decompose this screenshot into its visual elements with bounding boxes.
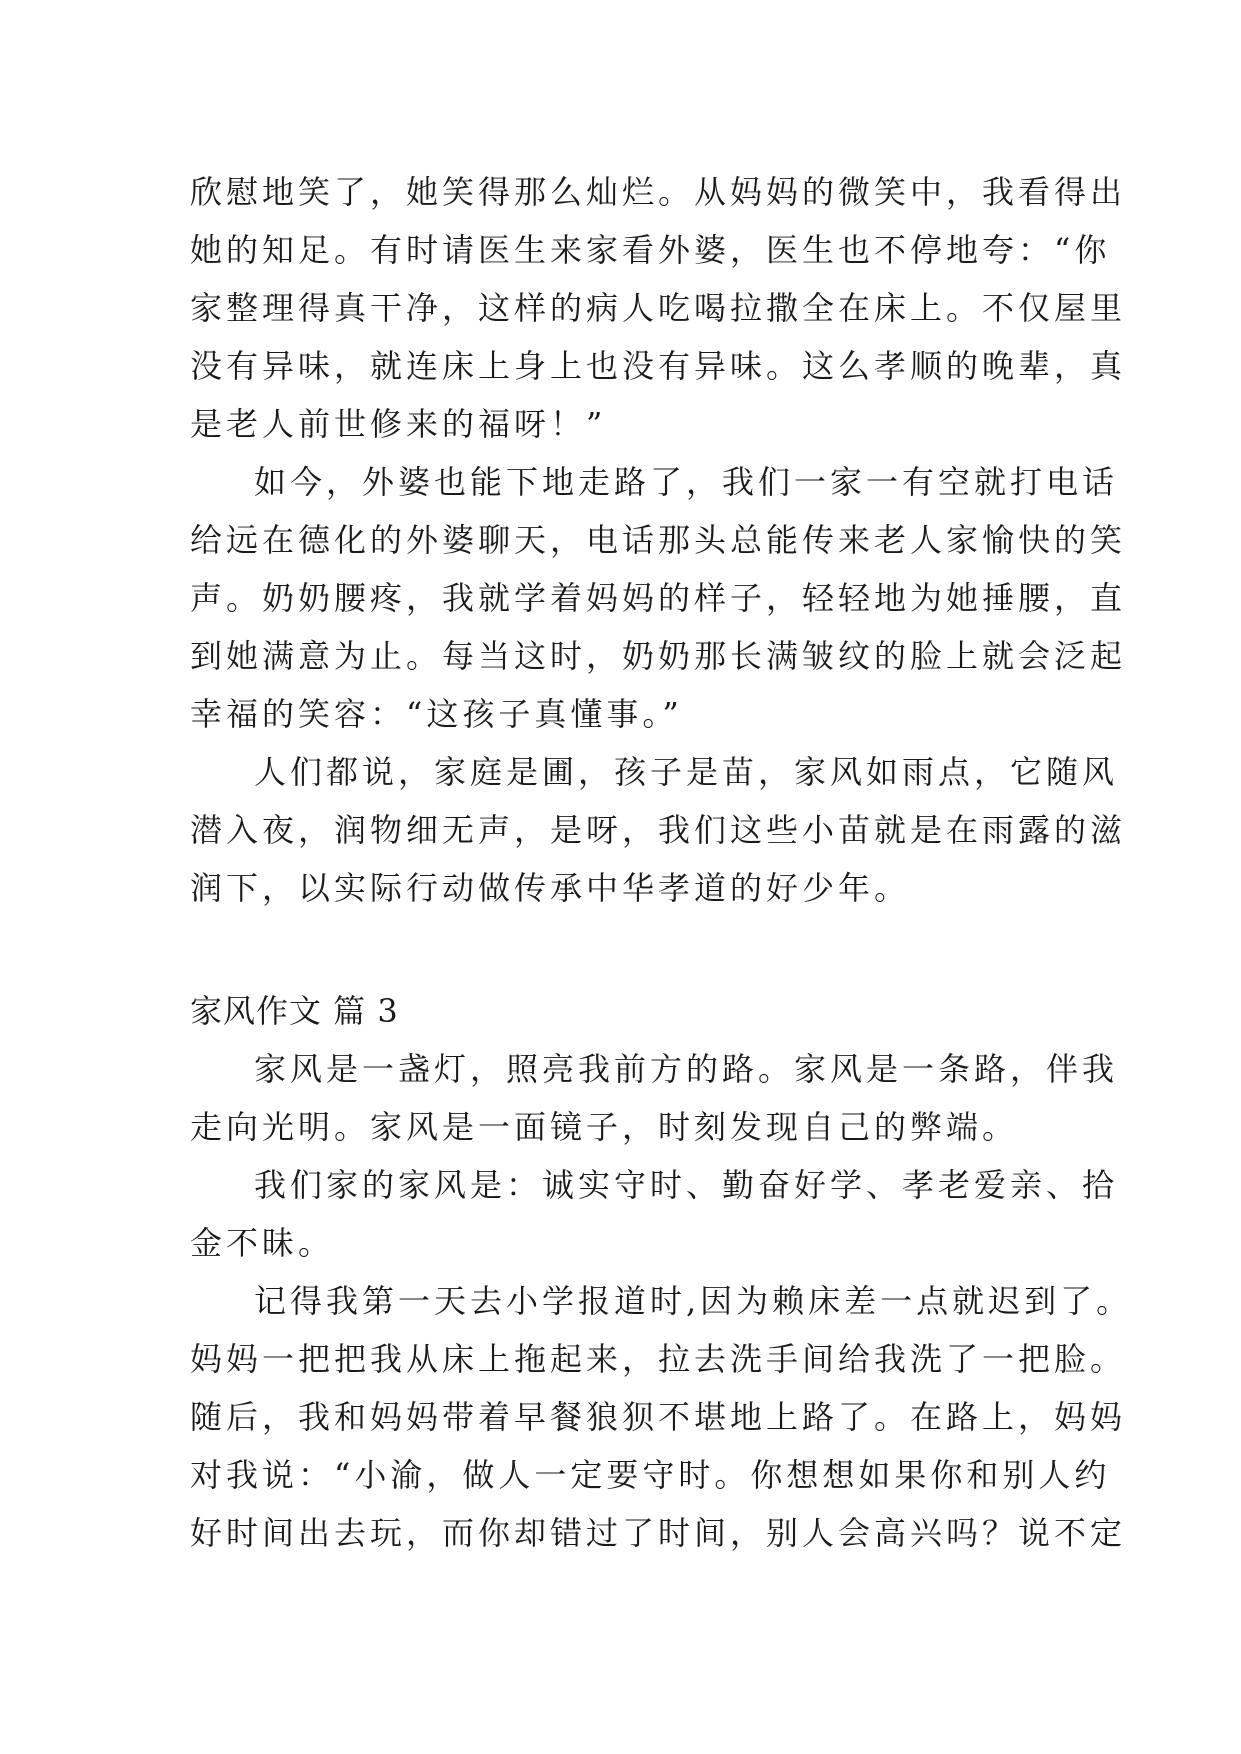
text-line: 给远在德化的外婆聊天，电话那头总能传来老人家愉快的笑 [190,521,1127,559]
text-line: 人们都说，家庭是圃，孩子是苗，家风如雨点，它随风 [254,753,1119,791]
document-body [190,163,1133,1562]
text-line: 幸福的笑容：“这孩子真懂事。” [190,695,683,733]
text-line: 潜入夜，润物细无声，是呀，我们这些小苗就是在雨露的滋 [190,811,1127,849]
text-line: 家风是一盏灯，照亮我前方的路。家风是一条路，伴我 [254,1050,1119,1088]
text-line: 我们家的家风是：诚实守时、勤奋好学、孝老爱亲、拾 [254,1166,1119,1204]
paragraph [190,1156,1119,1272]
text-line: 妈妈一把把我从床上拖起来，拉去洗手间给我洗了一把脸。 [190,1340,1127,1378]
text-line: 到她满意为止。每当这时，奶奶那长满皱纹的脸上就会泛起 [190,637,1127,675]
paragraph [190,1272,1133,1562]
section-heading: 家风作文 篇 3 [190,992,399,1030]
text-line: 走向光明。家风是一面镜子，时刻发现自己的弊端。 [190,1108,1019,1146]
text-line: 欣慰地笑了，她笑得那么灿烂。从妈妈的微笑中，我看得出 [190,173,1127,211]
text-line: 记得我第一天去小学报道时,因为赖床差一点就迟到了。 [254,1282,1133,1320]
text-line: 金不昧。 [190,1224,335,1262]
text-line: 没有异味，就连床上身上也没有异味。这么孝顺的晚辈，真 [190,347,1127,385]
text-line: 随后，我和妈妈带着早餐狼狈不堪地上路了。在路上，妈妈 [190,1398,1127,1436]
text-line: 她的知足。有时请医生来家看外婆，医生也不停地夸：“你 [190,231,1111,269]
text-line: 润下，以实际行动做传承中华孝道的好少年。 [190,869,911,907]
text-line: 对我说：“小渝，做人一定要守时。你想想如果你和别人约 [190,1456,1111,1494]
section-spacer [190,917,1050,982]
paragraph [190,1040,1119,1156]
text-line: 是老人前世修来的福呀！” [190,405,607,443]
text-line: 家整理得真干净，这样的病人吃喝拉撒全在床上。不仅屋里 [190,289,1127,327]
paragraph [190,453,1127,743]
text-line: 声。奶奶腰疼，我就学着妈妈的样子，轻轻地为她捶腰，直 [190,579,1127,617]
text-line: 好时间出去玩，而你却错过了时间，别人会高兴吗？说不定 [190,1514,1127,1552]
paragraph [190,743,1127,917]
text-line: 如今，外婆也能下地走路了，我们一家一有空就打电话 [254,463,1119,501]
paragraph [190,163,1127,453]
